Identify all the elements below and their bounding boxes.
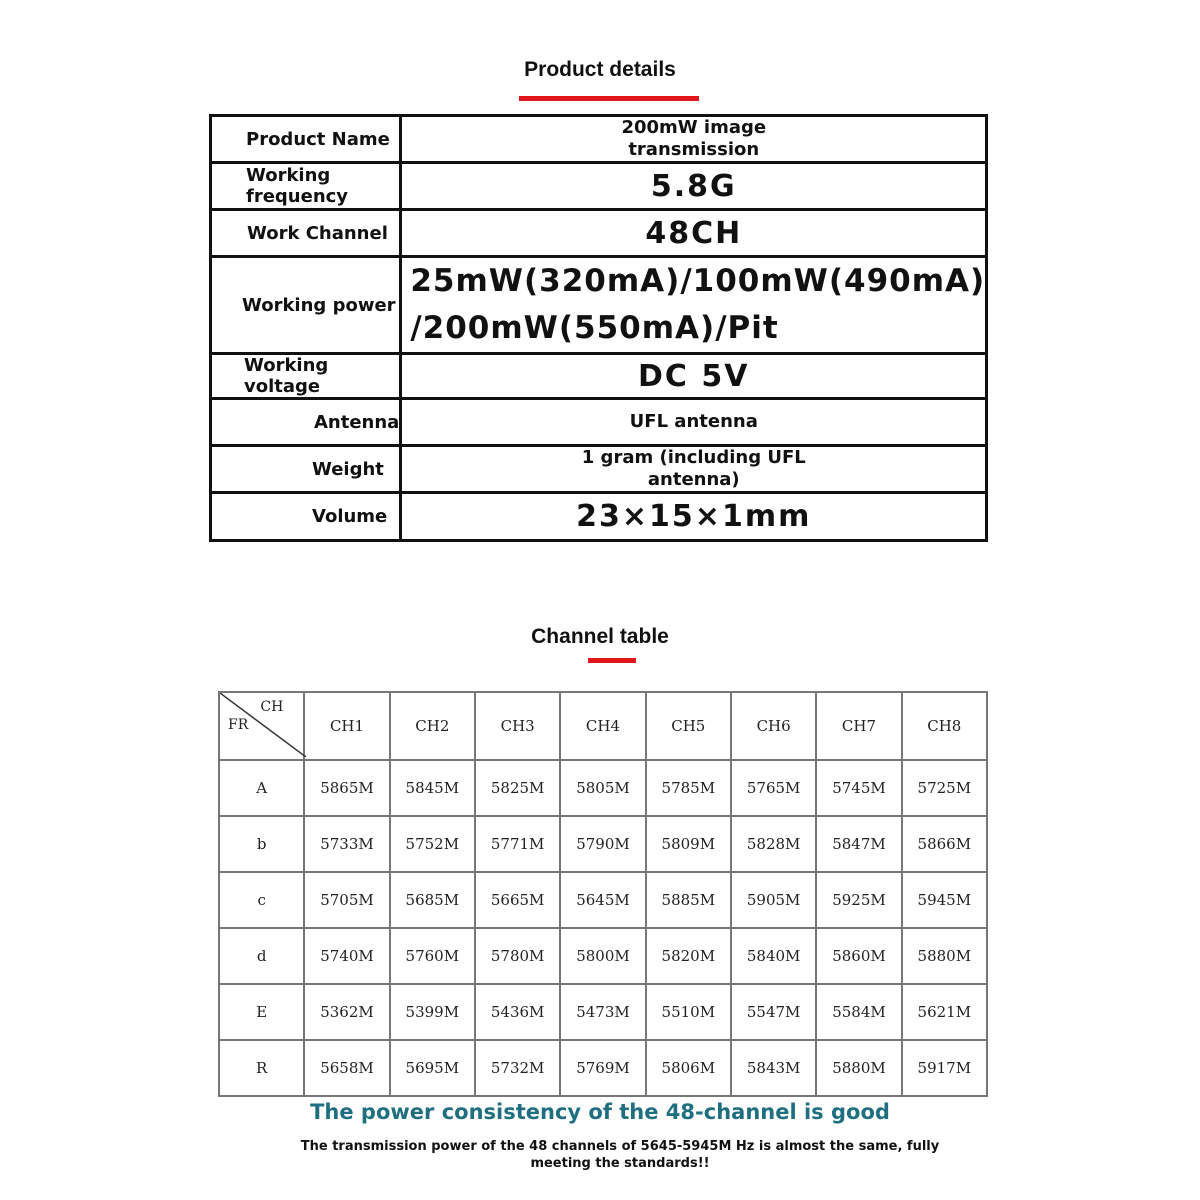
product-details-heading: Product details bbox=[524, 58, 676, 81]
channel-table-heading: Channel table bbox=[531, 625, 669, 648]
channel-header-row bbox=[219, 692, 987, 760]
frequency-cell: 5645M bbox=[560, 872, 645, 928]
spec-row-antenna bbox=[211, 399, 987, 446]
frequency-cell: 5905M bbox=[731, 872, 816, 928]
channel-column-header: CH3 bbox=[475, 692, 560, 760]
frequency-cell: 5865M bbox=[304, 760, 389, 816]
band-label: E bbox=[219, 984, 304, 1040]
frequency-cell: 5790M bbox=[560, 816, 645, 872]
frequency-cell: 5665M bbox=[475, 872, 560, 928]
frequency-cell: 5769M bbox=[560, 1040, 645, 1096]
band-label: R bbox=[219, 1040, 304, 1096]
frequency-cell: 5685M bbox=[390, 872, 475, 928]
frequency-cell: 5828M bbox=[731, 816, 816, 872]
frequency-cell: 5547M bbox=[731, 984, 816, 1040]
frequency-cell: 5362M bbox=[304, 984, 389, 1040]
frequency-cell: 5765M bbox=[731, 760, 816, 816]
corner-row-label: FR bbox=[228, 717, 249, 733]
frequency-cell: 5473M bbox=[560, 984, 645, 1040]
spec-label: Work Channel bbox=[211, 210, 401, 257]
frequency-cell: 5621M bbox=[902, 984, 987, 1040]
frequency-cell: 5825M bbox=[475, 760, 560, 816]
spec-value: 25mW(320mA)/100mW(490mA) /200mW(550mA)/Pit bbox=[401, 257, 987, 354]
channel-column-header: CH4 bbox=[560, 692, 645, 760]
frequency-cell: 5785M bbox=[646, 760, 731, 816]
spec-label: Working frequency bbox=[211, 163, 401, 210]
channel-column-header: CH7 bbox=[816, 692, 901, 760]
footer-title: The power consistency of the 48-channel is good bbox=[310, 1100, 890, 1124]
frequency-cell: 5847M bbox=[816, 816, 901, 872]
spec-row-product-name bbox=[211, 116, 987, 163]
frequency-cell: 5945M bbox=[902, 872, 987, 928]
channel-column-header: CH6 bbox=[731, 692, 816, 760]
frequency-cell: 5805M bbox=[560, 760, 645, 816]
frequency-cell: 5399M bbox=[390, 984, 475, 1040]
frequency-cell: 5732M bbox=[475, 1040, 560, 1096]
spec-row-working-power bbox=[211, 257, 987, 354]
frequency-cell: 5840M bbox=[731, 928, 816, 984]
corner-cell bbox=[219, 692, 304, 760]
spec-row-work-channel bbox=[211, 210, 987, 257]
spec-label: Working voltage bbox=[211, 354, 401, 399]
spec-value: DC 5V bbox=[401, 354, 987, 399]
channel-table bbox=[218, 691, 988, 1097]
channel-row-a bbox=[219, 760, 987, 816]
frequency-cell: 5658M bbox=[304, 1040, 389, 1096]
frequency-cell: 5733M bbox=[304, 816, 389, 872]
frequency-cell: 5820M bbox=[646, 928, 731, 984]
frequency-cell: 5809M bbox=[646, 816, 731, 872]
spec-label: Volume bbox=[211, 493, 401, 541]
channel-row-d bbox=[219, 928, 987, 984]
spec-label: Product Name bbox=[211, 116, 401, 163]
frequency-cell: 5725M bbox=[902, 760, 987, 816]
frequency-cell: 5860M bbox=[816, 928, 901, 984]
spec-label: Working power bbox=[211, 257, 401, 354]
frequency-cell: 5695M bbox=[390, 1040, 475, 1096]
spec-label: Weight bbox=[211, 446, 401, 493]
channel-column-header: CH5 bbox=[646, 692, 731, 760]
spec-row-working-voltage bbox=[211, 354, 987, 399]
spec-row-working-frequency bbox=[211, 163, 987, 210]
frequency-cell: 5740M bbox=[304, 928, 389, 984]
channel-column-header: CH1 bbox=[304, 692, 389, 760]
frequency-cell: 5436M bbox=[475, 984, 560, 1040]
frequency-cell: 5845M bbox=[390, 760, 475, 816]
frequency-cell: 5880M bbox=[816, 1040, 901, 1096]
frequency-cell: 5510M bbox=[646, 984, 731, 1040]
channel-row-e bbox=[219, 984, 987, 1040]
frequency-cell: 5880M bbox=[902, 928, 987, 984]
spec-value: 5.8G bbox=[401, 163, 987, 210]
spec-label: Antenna bbox=[211, 399, 401, 446]
channel-row-r bbox=[219, 1040, 987, 1096]
frequency-cell: 5800M bbox=[560, 928, 645, 984]
channel-table-underline bbox=[588, 658, 636, 663]
frequency-cell: 5705M bbox=[304, 872, 389, 928]
frequency-cell: 5771M bbox=[475, 816, 560, 872]
spec-value: 48CH bbox=[401, 210, 987, 257]
frequency-cell: 5925M bbox=[816, 872, 901, 928]
spec-value: 23×15×1mm bbox=[401, 493, 987, 541]
product-spec-table bbox=[209, 114, 988, 542]
frequency-cell: 5745M bbox=[816, 760, 901, 816]
frequency-cell: 5584M bbox=[816, 984, 901, 1040]
frequency-cell: 5917M bbox=[902, 1040, 987, 1096]
frequency-cell: 5866M bbox=[902, 816, 987, 872]
band-label: d bbox=[219, 928, 304, 984]
band-label: b bbox=[219, 816, 304, 872]
channel-column-header: CH2 bbox=[390, 692, 475, 760]
frequency-cell: 5843M bbox=[731, 1040, 816, 1096]
spec-value: UFL antenna bbox=[401, 399, 987, 446]
spec-value: 200mW image transmission bbox=[401, 116, 987, 163]
channel-column-header: CH8 bbox=[902, 692, 987, 760]
frequency-cell: 5760M bbox=[390, 928, 475, 984]
channel-row-b bbox=[219, 816, 987, 872]
spec-row-weight bbox=[211, 446, 987, 493]
channel-row-c bbox=[219, 872, 987, 928]
frequency-cell: 5780M bbox=[475, 928, 560, 984]
product-details-underline bbox=[519, 96, 699, 101]
frequency-cell: 5752M bbox=[390, 816, 475, 872]
footer-note: The transmission power of the 48 channels of 5645-5945M Hz is almost the same, fully meeting the standards!! bbox=[300, 1139, 940, 1171]
spec-row-volume bbox=[211, 493, 987, 541]
band-label: A bbox=[219, 760, 304, 816]
corner-col-label: CH bbox=[260, 699, 284, 715]
frequency-cell: 5885M bbox=[646, 872, 731, 928]
frequency-cell: 5806M bbox=[646, 1040, 731, 1096]
spec-value: 1 gram (including UFL antenna) bbox=[401, 446, 987, 493]
band-label: c bbox=[219, 872, 304, 928]
